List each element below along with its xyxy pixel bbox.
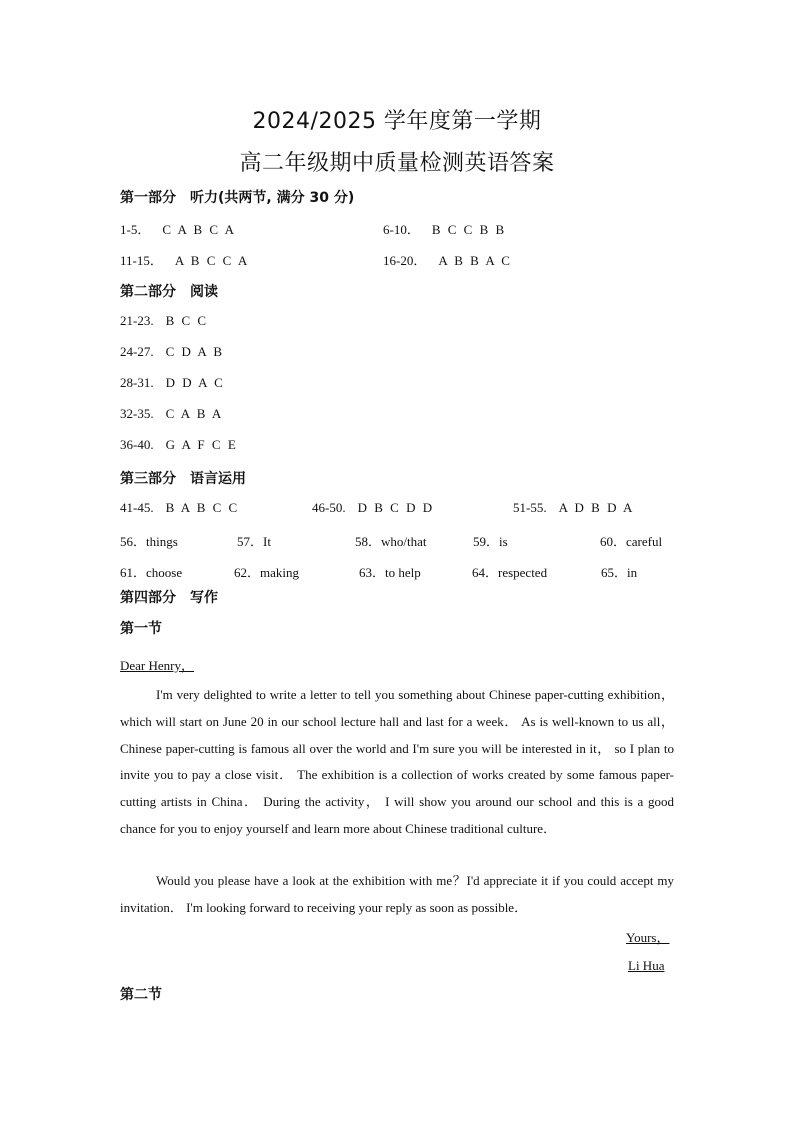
fill-answer: 64．respected [472, 565, 548, 580]
fill-answer: 65．in [601, 565, 638, 580]
answer-row [120, 406, 221, 422]
fill-answer: 60．careful [600, 534, 663, 549]
fill-answer: 56．things [120, 534, 178, 549]
question-range: 11-15． [120, 253, 163, 268]
question-range: 24-27. [120, 344, 154, 359]
part3-label: 第三部分 [120, 471, 176, 487]
question-range: 36-40. [120, 437, 154, 452]
answer-letters: B C C B B [431, 222, 505, 237]
part1-label: 第一部分 [120, 190, 176, 206]
answer-letters: C D A B [165, 344, 223, 359]
answer-row [120, 313, 206, 329]
letter-paragraph-1: I'm very delighted to write a letter to tell you something about Chinese paper-cutting exhibition， which will start on June 20 in our school lecture hall and last for a week． As is well-known to us all， Chinese paper-cutting is famous all over the world and I'm sure you will be interested in it， so I plan to invite you to pay a close visit． The exhibition is a collection of works created by some famous paper-cutting artists in China． During the activity， I will show you around our school and this is a good chance for you to enjoy yourself and learn more about Chinese traditional culture． [120, 687, 674, 836]
answer-row [120, 437, 236, 453]
question-range: 1-5． [120, 222, 151, 237]
fill-answer: 61．choose [120, 565, 183, 580]
question-range: 32-35. [120, 406, 154, 421]
fill-answer: 57．It [237, 534, 271, 549]
question-range: 51-55. [513, 500, 547, 515]
answer-row [383, 250, 510, 269]
answer-row [383, 219, 504, 238]
section1-heading: 第一节 [120, 621, 162, 637]
part2-subheading: 阅读 [190, 284, 218, 300]
letter-paragraph-2: Would you please have a look at the exhibition with me？I'd appreciate it if you could accept my invitation． I'm looking forward to receiving your reply as soon as possible． [120, 873, 674, 915]
question-range: 41-45. [120, 500, 154, 515]
fill-answer: 59．is [473, 534, 508, 549]
page-title-exam: 高二年级期中质量检测英语答案 [239, 151, 555, 176]
answer-letters: A B B A C [438, 253, 510, 268]
letter-salutation: Dear Henry， [120, 658, 194, 673]
answer-letters: D B C D D [357, 500, 433, 515]
answer-row [513, 500, 632, 516]
answer-row [120, 500, 237, 516]
answer-letters: G A F C E [165, 437, 236, 452]
answer-row [312, 500, 432, 516]
part3-subheading: 语言运用 [190, 471, 246, 487]
part4-subheading: 写作 [190, 590, 218, 606]
fill-answer: 58．who/that [355, 534, 427, 549]
section2-heading: 第二节 [120, 987, 162, 1003]
part2-label: 第二部分 [120, 284, 176, 300]
part4-label: 第四部分 [120, 590, 176, 606]
answer-row [120, 344, 222, 360]
answer-letters: C A B A [165, 406, 222, 421]
answer-letters: D D A C [165, 375, 223, 390]
part1-heading [120, 187, 354, 207]
letter-closing: Yours， [626, 930, 670, 945]
answer-letters: A B C C A [174, 253, 248, 268]
question-range: 46-50. [312, 500, 346, 515]
answer-row [120, 250, 247, 269]
answer-letters: A D B D A [558, 500, 633, 515]
letter-signature: Li Hua [628, 958, 665, 973]
question-range: 21-23. [120, 313, 154, 328]
answer-row [120, 219, 234, 238]
part2-heading [120, 281, 218, 301]
answer-row [120, 375, 223, 391]
answer-letters: B C C [165, 313, 207, 328]
part1-subheading: 听力(共两节, 满分 30 分) [190, 190, 355, 206]
question-range: 6-10． [383, 222, 420, 237]
question-range: 16-20． [383, 253, 427, 268]
question-range: 28-31. [120, 375, 154, 390]
page-title-term: 2024/2025 学年度第一学期 [252, 109, 542, 134]
answer-letters: C A B C A [162, 222, 234, 237]
answer-letters: B A B C C [165, 500, 238, 515]
part3-heading [120, 468, 246, 488]
part4-heading [120, 587, 218, 607]
fill-answer: 63．to help [359, 565, 421, 580]
fill-answer: 62．making [234, 565, 299, 580]
